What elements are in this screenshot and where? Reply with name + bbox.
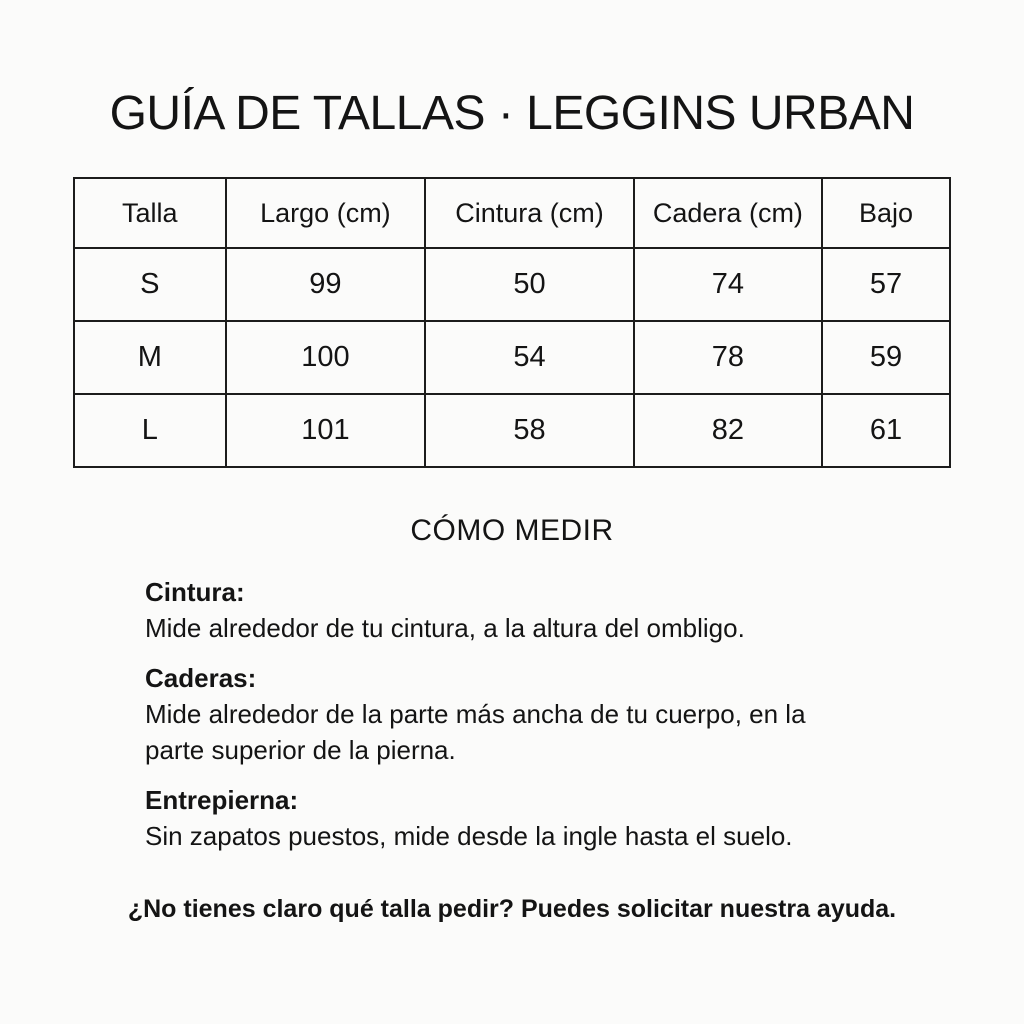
cell-cadera: 82 bbox=[634, 394, 822, 467]
measure-text-cintura: Mide alrededor de tu cintura, a la altura del ombligo. bbox=[145, 613, 745, 643]
cell-size: S bbox=[74, 248, 226, 321]
cell-largo: 100 bbox=[226, 321, 426, 394]
column-header-talla: Talla bbox=[74, 178, 226, 248]
column-header-bajo: Bajo bbox=[822, 178, 950, 248]
cell-cintura: 54 bbox=[425, 321, 633, 394]
size-table bbox=[73, 177, 951, 468]
cell-largo: 101 bbox=[226, 394, 426, 467]
how-to-measure-block bbox=[145, 574, 885, 854]
measure-text-entrepierna: Sin zapatos puestos, mide desde la ingle hasta el suelo. bbox=[145, 821, 793, 851]
cell-bajo: 61 bbox=[822, 394, 950, 467]
table-row-size-m bbox=[74, 321, 950, 394]
column-header-largo: Largo (cm) bbox=[226, 178, 426, 248]
measure-label-entrepierna: Entrepierna: bbox=[145, 785, 299, 815]
cell-largo: 99 bbox=[226, 248, 426, 321]
size-help-note: ¿No tienes claro qué talla pedir? Puedes solicitar nuestra ayuda. bbox=[127, 895, 897, 923]
page-title: GUÍA DE TALLAS · LEGGINS URBAN bbox=[109, 87, 915, 140]
measure-label-cintura: Cintura: bbox=[145, 577, 245, 607]
table-header-row bbox=[74, 178, 950, 248]
cell-cintura: 58 bbox=[425, 394, 633, 467]
cell-bajo: 59 bbox=[822, 321, 950, 394]
size-guide-page bbox=[0, 88, 1024, 1024]
measure-label-caderas: Caderas: bbox=[145, 663, 257, 693]
cell-cadera: 78 bbox=[634, 321, 822, 394]
cell-size: L bbox=[74, 394, 226, 467]
measure-section-caderas bbox=[145, 660, 885, 768]
cell-cadera: 74 bbox=[634, 248, 822, 321]
how-to-measure-title: CÓMO MEDIR bbox=[410, 514, 614, 547]
cell-bajo: 57 bbox=[822, 248, 950, 321]
cell-cintura: 50 bbox=[425, 248, 633, 321]
measure-text-caderas: Mide alrededor de la parte más ancha de tu cuerpo, en la parte superior de la pierna. bbox=[145, 699, 806, 765]
column-header-cadera: Cadera (cm) bbox=[634, 178, 822, 248]
measure-section-entrepierna bbox=[145, 782, 885, 854]
column-header-cintura: Cintura (cm) bbox=[425, 178, 633, 248]
cell-size: M bbox=[74, 321, 226, 394]
measure-section-cintura bbox=[145, 574, 885, 646]
table-row-size-s bbox=[74, 248, 950, 321]
table-row-size-l bbox=[74, 394, 950, 467]
